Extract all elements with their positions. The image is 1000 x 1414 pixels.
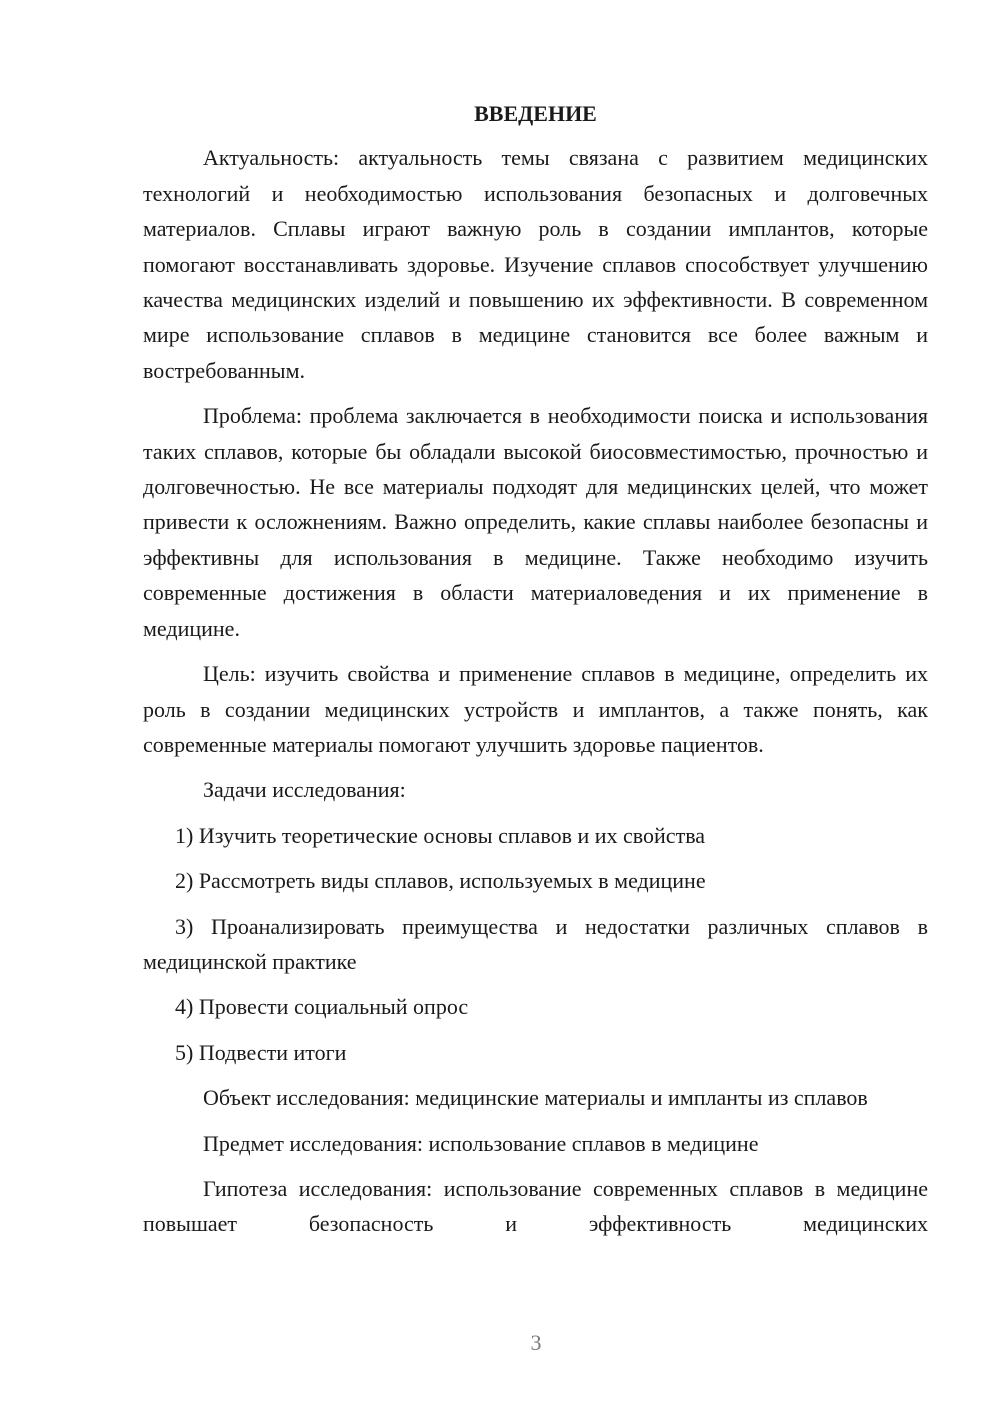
task-item: 3) Проанализировать преимущества и недостатки различных сплавов в медицинской практике (143, 913, 928, 974)
paragraph-relevance: Актуальность: актуальность темы связана с развитием медицинских технологий и необходимостью использования безопасных и долговечных материалов. Сплавы играют важную роль в создании имплантов, которые помогают восстанавливать здоровье. Изучение сплавов способствует улучшению качества медицинских изделий и повышению их эффективности. В современном мире использование сплавов в медицине становится все более важным и востребованным. (143, 145, 928, 383)
tasks-heading: Задачи исследования: (203, 777, 406, 803)
task-item: 2) Рассмотреть виды сплавов, используемых в медицине (175, 868, 706, 894)
paragraph-problem: Проблема: проблема заключается в необходимости поиска и использования таких сплавов, которые бы обладали высокой биосовместимостью, прочностью и долговечностью. Не все материалы подходят для медицинских целей, что может привести к осложнениям. Важно определить, какие сплавы наиболее безопасны и эффективны для использования в медицине. Также необходимо изучить современные достижения в области материаловедения и их применение в медицине. (143, 403, 928, 641)
task-item: 1) Изучить теоретические основы сплавов и их свойства (175, 822, 706, 848)
task-item: 5) Подвести итоги (175, 1039, 347, 1065)
page-number: 3 (530, 1330, 542, 1355)
document-page (143, 96, 928, 1242)
paragraph-subject: Предмет исследования: использование сплавов в медицине (203, 1130, 759, 1156)
paragraph-goal: Цель: изучить свойства и применение сплавов в медицине, определить их роль в создании медицинских устройств и имплантов, а также понять, как современные материалы помогают улучшить здоровье пациентов. (143, 661, 928, 757)
task-item: 4) Провести социальный опрос (175, 994, 469, 1020)
paragraph-hypothesis: Гипотеза исследования: использование современных сплавов в медицине повышает безопасность и эффективность медицинских (143, 1175, 928, 1237)
paragraph-object: Объект исследования: медицинские материалы и импланты из сплавов (203, 1085, 868, 1111)
section-title: ВВЕДЕНИЕ (474, 101, 597, 126)
